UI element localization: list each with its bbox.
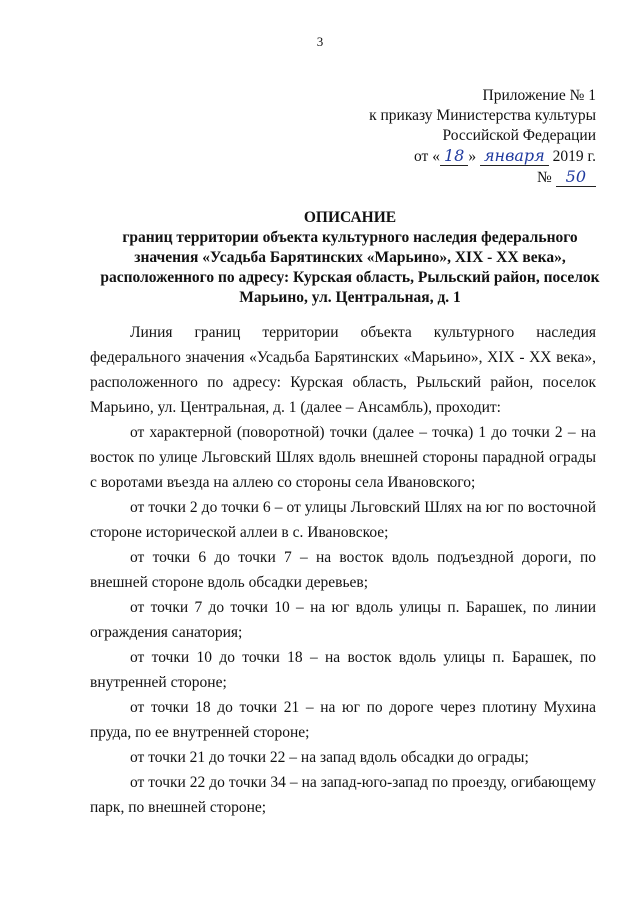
paragraph: от точки 10 до точки 18 – на восток вдоль улицы п. Барашек, по внутренней стороне; [90, 649, 596, 691]
paragraph: Линия границ территории объекта культурного наследия федерального значения «Усадьба Барятинских «Марьино», XIX - XX века», расположенного по адресу: Курская область, Рыльский район, поселок Марьино, ул. Центральная, д. 1 (далее – Ансамбль), проходит: [90, 324, 596, 416]
paragraph: от точки 2 до точки 6 – от улицы Льговский Шлях на юг по восточной стороне исторической аллеи в с. Ивановское; [90, 499, 596, 541]
document-title [90, 208, 610, 308]
title-line-2: значения «Усадьба Барятинских «Марьино», XIX - XX века», [134, 249, 566, 266]
paragraph: от точки 18 до точки 21 – на юг по дороге через плотину Мухина пруда, по ее внутренней стороне; [90, 699, 596, 741]
title-line-1: границ территории объекта культурного наследия федерального [122, 229, 578, 246]
paragraph: от точки 21 до точки 22 – на запад вдоль обсадки до ограды; [130, 749, 529, 766]
annex-number [296, 167, 596, 188]
paragraph: от характерной (поворотной) точки (далее – точка) 1 до точки 2 – на восток по улице Льговский Шлях вдоль внешней стороны парадной ограды с воротами въезда на аллею со стороны села Ивановского; [90, 424, 596, 491]
date-month: января [480, 146, 549, 166]
title-line-3: расположенного по адресу: Курская область, Рыльский район, поселок [100, 269, 600, 286]
annex-date [296, 146, 596, 167]
paragraph: от точки 22 до точки 34 – на запад-юго-запад по проезду, огибающему парк, по внешней стороне; [90, 774, 596, 816]
paragraph: от точки 7 до точки 10 – на юг вдоль улицы п. Барашек, по линии ограждения санатория; [90, 599, 596, 641]
annex-line-2: к приказу Министерства культуры [369, 107, 596, 124]
date-prefix: от « [414, 148, 440, 165]
annex-header [296, 86, 596, 188]
number-prefix: № [536, 169, 552, 186]
date-day: 18 [440, 146, 468, 166]
date-mid: » [468, 148, 480, 165]
annex-line-3: Российской Федерации [442, 127, 596, 144]
annex-line-1: Приложение № 1 [482, 87, 596, 104]
paragraph: от точки 6 до точки 7 – на восток вдоль подъездной дороги, по внешней стороне вдоль обсадки деревьев; [90, 549, 596, 591]
date-year: 2019 г. [548, 148, 596, 165]
title-line-4: Марьино, ул. Центральная, д. 1 [239, 289, 461, 306]
title-heading: ОПИСАНИЕ [303, 209, 397, 226]
number-value: 50 [556, 167, 596, 187]
document-body [90, 320, 596, 820]
page-number: 3 [316, 34, 324, 49]
